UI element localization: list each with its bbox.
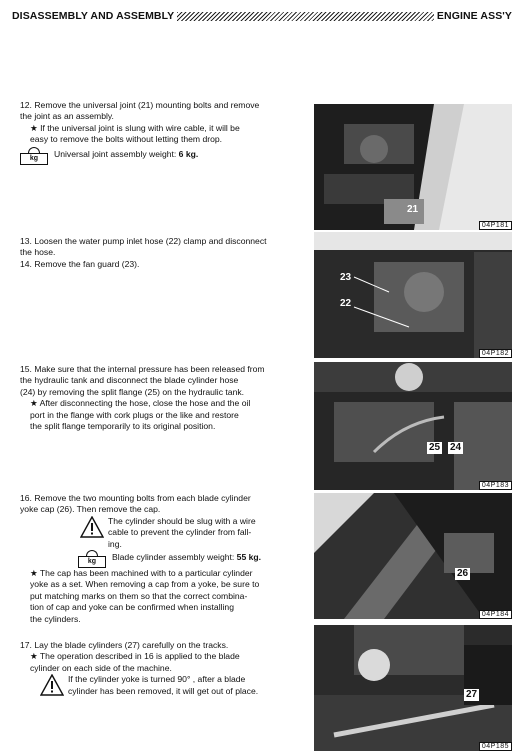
photo-3-code: 04P183 [479, 481, 512, 490]
step-15-note-line3: the split flange temporarily to its original position. [30, 421, 216, 432]
step-12-note-line2: easy to remove the bolts without letting them drop. [30, 134, 223, 145]
header-assembly-title: ENGINE ASS'Y [436, 10, 512, 22]
photo-water-pump-fan-guard [314, 232, 512, 358]
step-14-line1: 14. Remove the fan guard (23). [20, 258, 140, 269]
weight-kg-icon: kg [20, 147, 48, 165]
step-12-weight [20, 147, 290, 165]
warning-triangle-icon [80, 516, 104, 538]
step-15-line1: 15. Make sure that the internal pressure has been released from [20, 364, 265, 374]
step-16-note-line4: tion of cap and yoke can be confirmed when installing [30, 602, 234, 613]
photo-hydraulic-tank-hose [314, 362, 512, 490]
step-16-weight [20, 550, 290, 568]
photo-4-callout-26: 26 [457, 568, 469, 579]
photo-2-callout-23: 23 [340, 272, 352, 283]
step-13-line2: the hose. [20, 247, 56, 258]
step-15-note-line1: ★ After disconnecting the hose, close the hose and the oil [30, 398, 251, 409]
step-17-warn-line2: cylinder has been removed, it will get out of place. [68, 685, 259, 696]
step-16-note-line2: yoke as a set. When removing a cap from a yoke, be sure to [30, 579, 260, 590]
step-16 [20, 493, 290, 625]
step-16-note-line3: put matching marks on them so that the correct combina- [30, 590, 248, 601]
photo-3-callout-24: 24 [450, 442, 462, 453]
photo-universal-joint [314, 104, 512, 230]
step-13-line1: 13. Loosen the water pump inlet hose (22) clamp and disconnect [20, 236, 267, 246]
warning-triangle-icon [40, 674, 64, 696]
photo-3-callout-25: 25 [429, 442, 441, 453]
step-16-note-line1: ★ The cap has been machined with to a particular cylinder [30, 568, 253, 579]
step-17 [20, 640, 290, 697]
photo-blade-cylinders-on-tracks [314, 625, 512, 751]
photo-blade-cylinder-yoke [314, 493, 512, 619]
photo-5-code: 04P185 [479, 742, 512, 751]
step-16-warning [20, 516, 290, 550]
step-12-weight-value: 6 kg. [178, 148, 199, 159]
step-16-warn-line2: cable to prevent the cylinder from fall- [108, 527, 252, 538]
header-hatch-bar [177, 12, 434, 21]
weight-kg-icon: kg [78, 550, 106, 568]
step-12-weight-label: Universal joint assembly weight: [54, 148, 177, 159]
page-header [12, 9, 512, 23]
header-section-title: DISASSEMBLY AND ASSEMBLY [12, 10, 175, 22]
step-12 [20, 100, 290, 165]
step-12-note-line1: ★ If the universal joint is slung with wire cable, it will be [30, 122, 240, 133]
step-17-warn-line1: If the cylinder yoke is turned 90° , after a blade [68, 674, 246, 685]
step-15-line3: (24) by removing the split flange (25) on the hydraulic tank. [20, 386, 245, 397]
step-17-warning [20, 674, 290, 697]
photo-5-callout-27: 27 [466, 689, 478, 700]
photo-4-code: 04P184 [479, 610, 512, 619]
photo-1-callout-21: 21 [407, 204, 419, 215]
step-15-note-line2: port in the flange with cork plugs or the like and restore [30, 409, 239, 420]
step-16-line2: yoke cap (26). Then remove the cap. [20, 504, 161, 515]
step-15-line2: the hydraulic tank and disconnect the blade cylinder hose [20, 375, 239, 386]
step-12-line2: the joint as an assembly. [20, 111, 114, 122]
step-16-weight-label: Blade cylinder assembly weight: [112, 552, 235, 563]
step-12-line1: 12. Remove the universal joint (21) mounting bolts and remove [20, 100, 260, 110]
step-16-warn-line1: The cylinder should be slug with a wire [108, 515, 256, 526]
step-13 [20, 236, 290, 270]
step-16-warn-line3: ing. [108, 538, 122, 549]
photo-2-code: 04P182 [479, 349, 512, 358]
step-15 [20, 364, 290, 432]
photo-1-code: 04P181 [479, 221, 512, 230]
step-17-note-line1: ★ The operation described in 16 is applied to the blade [30, 651, 240, 662]
step-16-line1: 16. Remove the two mounting bolts from each blade cylinder [20, 493, 251, 503]
step-17-note-line2: cylinder on each side of the machine. [30, 662, 172, 673]
photo-2-callout-22: 22 [340, 298, 352, 309]
step-17-line1: 17. Lay the blade cylinders (27) carefully on the tracks. [20, 640, 229, 650]
step-16-note-line5: the cylinders. [30, 613, 81, 624]
step-16-weight-value: 55 kg. [236, 552, 262, 563]
